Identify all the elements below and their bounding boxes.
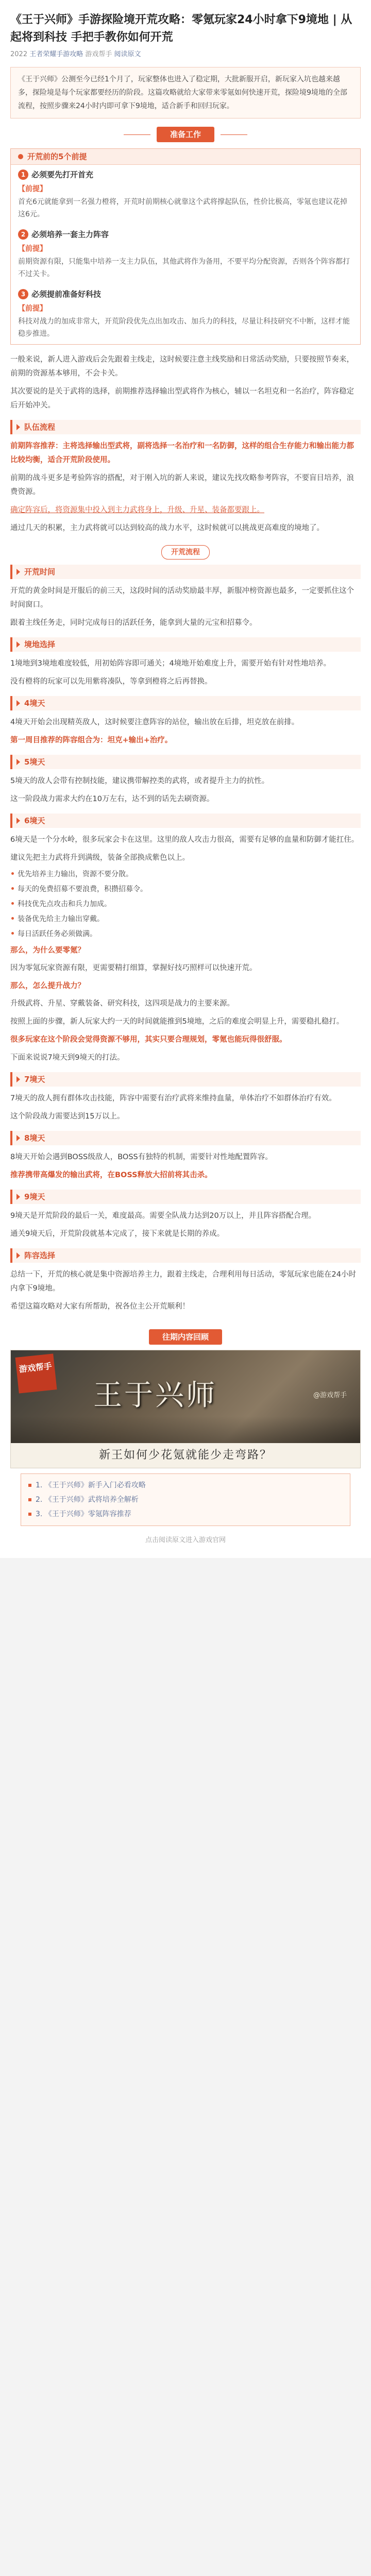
question: 那么，为什么要零氪？ [10,946,85,955]
related-link[interactable] [28,1493,343,1507]
subheading-text: 5境天 [24,757,45,767]
recommend-section [10,1329,361,1526]
footer-note[interactable]: 点击阅读原文进入游戏官网 [145,1536,226,1544]
section-header-flow [0,545,371,560]
paragraph: 开荒的黄金时间是开服后的前三天，这段时间的活动奖励最丰厚，新服冲榜资源也最多，一定要抓住这个时间窗口。 [10,587,354,609]
subheading-text: 队伍流程 [24,422,56,432]
subheading-text: 阵容选择 [24,1251,56,1260]
prep-item-tag: 【前提】 [18,304,47,313]
prep-item [11,225,360,284]
subheading [10,755,361,769]
paragraph: 这个阶段战力需要达到15万以上。 [10,1112,125,1121]
paragraph: 7境天的敌人拥有群体攻击技能，阵容中需要有治疗武将来维持血量，单体治疗不如群体治疗有效。 [10,1094,336,1103]
paragraph: 下面来说说7境天到9境天的打法。 [10,1054,125,1062]
meta-author: 游戏帮手 [85,50,112,58]
highlight-text: 推荐携带高爆发的输出武将，在BOSS释放大招前将其击杀。 [10,1171,212,1179]
underlined-text: 确定阵容后，将资源集中投入到主力武将身上，升级、升星、装备都要跟上。 [10,506,264,514]
list-item: 每日活跃任务必须做满。 [0,927,371,942]
prep-box-title-text: 开荒前的5个前提 [27,152,87,161]
number-badge: 3 [18,289,28,299]
paragraph: 总结一下，开荒的核心就是集中资源培养主力，跟着主线走，合理利用每日活动，零氪玩家也能在24小时内拿下9境地。 [10,1270,356,1293]
banner-handle: @游戏帮手 [313,1392,347,1399]
highlight-text: 很多玩家在这个阶段会觉得资源不够用，其实只要合理规划，零氪也能玩得很舒服。 [10,1036,287,1044]
subheading [10,814,361,828]
paragraph: 通过几天的积累，主力武将就可以达到较高的战力水平，这时候就可以挑战更高难度的境地了。 [10,524,324,532]
related-link-text: 3. 《王于兴师》零氪阵容推荐 [36,1510,131,1518]
paragraph: 通关9境天后，开荒阶段就基本完成了，接下来就是长期的养成。 [10,1230,225,1238]
recommend-header [10,1329,361,1345]
dot-icon [18,154,23,159]
prep-item-tag: 【前提】 [18,185,47,193]
prep-item-body: 前期资源有限，只能集中培养一支主力队伍，其他武将作为备用，不要平均分配资源，否则各个阵容都打不过关卡。 [18,258,350,278]
section-header-prep [124,127,247,142]
paragraph: 4境天开始会出现精英敌人，这时候要注意阵容的站位，输出放在后排，坦克放在前排。 [10,718,299,726]
prep-item-title [18,228,353,241]
number-badge: 1 [18,170,28,180]
paragraph: 这一阶段战力需求大约在10万左右，达不到的话先去刷资源。 [10,795,214,803]
paragraph: 8境天开始会遇到BOSS级敌人，BOSS有独特的机制，需要针对性地配置阵容。 [10,1153,273,1161]
subheading-text: 9境天 [24,1192,45,1201]
related-link[interactable] [28,1507,343,1521]
prep-item [11,284,360,344]
prep-item-title-text: 必须提前准备好科技 [31,290,102,299]
chevron-right-icon [16,1194,20,1200]
subheading-text: 7境天 [24,1075,45,1084]
article-title: 《王于兴师》手游探险境开荒攻略：零氪玩家24小时拿下9境地 | 从起将到科技 手把手教你如何开荒 [10,13,352,44]
subheading [10,1131,361,1145]
paragraph: 按照上面的步骤，新人玩家大约一天的时间就能推到5境地，之后的难度会明显上升，需要稳扎稳打。 [10,1018,344,1026]
paragraph: 前期的战斗更多是考验阵容的搭配，对于刚入坑的新人来说，建议先找攻略参考阵容，不要盲目培养，浪费资源。 [10,474,354,496]
article-meta [0,49,371,67]
chevron-right-icon [16,1135,20,1141]
subheading [10,637,361,652]
list-item: 优先培养主力输出，资源不要分散。 [0,867,371,882]
bullet-icon [28,1513,31,1516]
prep-item-body: 首充6元就能拿到一名强力橙将，开荒时前期核心就靠这个武将撑起队伍，性价比极高，零氪也建议花掉这6元。 [18,198,347,218]
subheading-text: 6境天 [24,816,45,825]
paragraph [0,1166,371,1184]
paragraph: 其次要说的是关于武将的选择，前期推荐选择输出型武将作为核心，辅以一名坦克和一名治疗，阵容稳定后开始冲关。 [10,387,354,410]
subheading [10,565,361,579]
subheading [10,1190,361,1204]
prep-item-tag: 【前提】 [18,245,47,253]
prep-item-title [18,287,353,301]
bullet-icon [28,1484,31,1487]
chevron-right-icon [16,759,20,765]
bullet-icon [28,1498,31,1501]
highlight-text: 前期阵容推荐：主将选择输出型武将，副将选择一名治疗和一名防御，这样的组合生存能力和输出能力都比较均衡，适合开荒阶段使用。 [10,442,354,464]
related-links [21,1473,350,1526]
prep-box-title [11,149,360,165]
subheading-text: 开荒时间 [24,567,56,577]
chevron-right-icon [16,818,20,824]
promo-banner[interactable] [10,1350,361,1468]
list-item: 科技优先点攻击和兵力加成。 [0,897,371,912]
paragraph: 9境天是开荒阶段的最后一关，难度最高。需要全队战力达到20万以上，并且阵容搭配合理。 [10,1212,316,1220]
read-original-link[interactable]: 阅读原文 [114,50,141,58]
prep-item-title-text: 必须培养一套主力阵容 [31,230,109,239]
paragraph: 希望这篇攻略对大家有所帮助，祝各位主公开荒顺利！ [10,1302,190,1311]
subheading-text: 境地选择 [24,640,56,649]
subheading [10,696,361,710]
intro-box: 《王于兴师》公测至今已经1个月了，玩家整体也进入了稳定期，大批新服开启，新玩家入坑也越来越多，探险境是每个玩家都要经历的阶段。这篇攻略就给大家带来零氪如何快速开荒，探险境9境地的全部流程，按照步骤来24小时内即可拿下9境地，适合新手和回归玩家。 [10,67,361,118]
paragraph [0,732,371,750]
prep-item [11,165,360,225]
subheading-text: 8境天 [24,1133,45,1143]
list-item: 装备优先给主力输出穿戴。 [0,912,371,927]
recommend-title: 往期内容回顾 [149,1329,222,1345]
prep-item-title [18,168,353,181]
paragraph [0,1031,371,1049]
paragraph: 一般来说，新人进入游戏后会先跟着主线走，这时候要注意主线奖励和日常活动奖励，只要按照节奏来，前期的资源基本够用，不会卡关。 [10,355,354,378]
related-link-text: 1. 《王于兴师》新手入门必看攻略 [36,1481,146,1489]
answer: 升级武将、升星、穿戴装备、研究科技，这四项是战力的主要来源。 [10,999,234,1008]
subheading [10,1072,361,1087]
meta-source-link[interactable]: 王者荣耀手游攻略 [29,50,83,58]
paragraph: 建议先把主力武将升到满级，装备全部换成紫色以上。 [10,854,190,862]
related-link-text: 2. 《王于兴师》武将培养全解析 [36,1496,139,1504]
prep-item-title-text: 必须要先打开首充 [31,170,94,179]
chevron-right-icon [16,569,20,575]
answer: 因为零氪玩家资源有限，更需要精打细算，掌握好技巧照样可以快速开荒。 [10,964,257,972]
paragraph: 1境地到3境地难度较低，用初始阵容即可通关；4境地开始难度上升，需要开始有针对性地培养。 [10,659,331,668]
meta-date: 2022 [10,50,28,58]
related-link[interactable] [28,1478,343,1493]
question: 那么，怎么提升战力？ [10,982,85,990]
paragraph [0,501,371,519]
prep-item-body: 科技对战力的加成非常大，开荒阶段优先点出加攻击、加兵力的科技，尽量让科技研究不中断，这样才能稳步推进。 [18,317,350,338]
chevron-right-icon [16,641,20,648]
subheading-text: 4境天 [24,699,45,708]
section-title: 准备工作 [157,127,214,142]
game-logo: 王于兴师 [93,1379,217,1412]
paragraph: 5境天的敌人会带有控制技能，建议携带解控类的武将，或者提升主力的抗性。 [10,777,269,785]
paragraph: 跟着主线任务走，同时完成每日的活跃任务，能拿到大量的元宝和招募令。 [10,619,257,627]
number-badge: 2 [18,229,28,240]
paragraph [0,437,371,469]
highlight-text: 第一周目推荐的阵容组合为：坦克+输出+治疗。 [10,736,173,744]
subheading-summary [10,1248,361,1263]
chevron-right-icon [16,1076,20,1082]
paragraph: 没有橙将的玩家可以先用紫将凑队，等拿到橙将之后再替换。 [10,677,212,686]
paragraph: 6境天是一个分水岭，很多玩家会卡在这里。这里的敌人攻击力很高，需要有足够的血量和防御才能扛住。 [10,836,359,844]
chevron-right-icon [16,700,20,706]
chevron-right-icon [16,424,20,430]
subheading-route [10,420,361,434]
game-badge: 游戏帮手 [15,1353,57,1393]
chevron-right-icon [16,1252,20,1259]
prep-box [10,148,361,345]
banner-backdrop [11,1416,360,1447]
section-title: 开荒流程 [161,545,210,560]
list-item: 每天的免费招募不要浪费，积攒招募令。 [0,882,371,897]
banner-slogan: 新王如何少花氪就能少走弯路？ [11,1443,360,1468]
